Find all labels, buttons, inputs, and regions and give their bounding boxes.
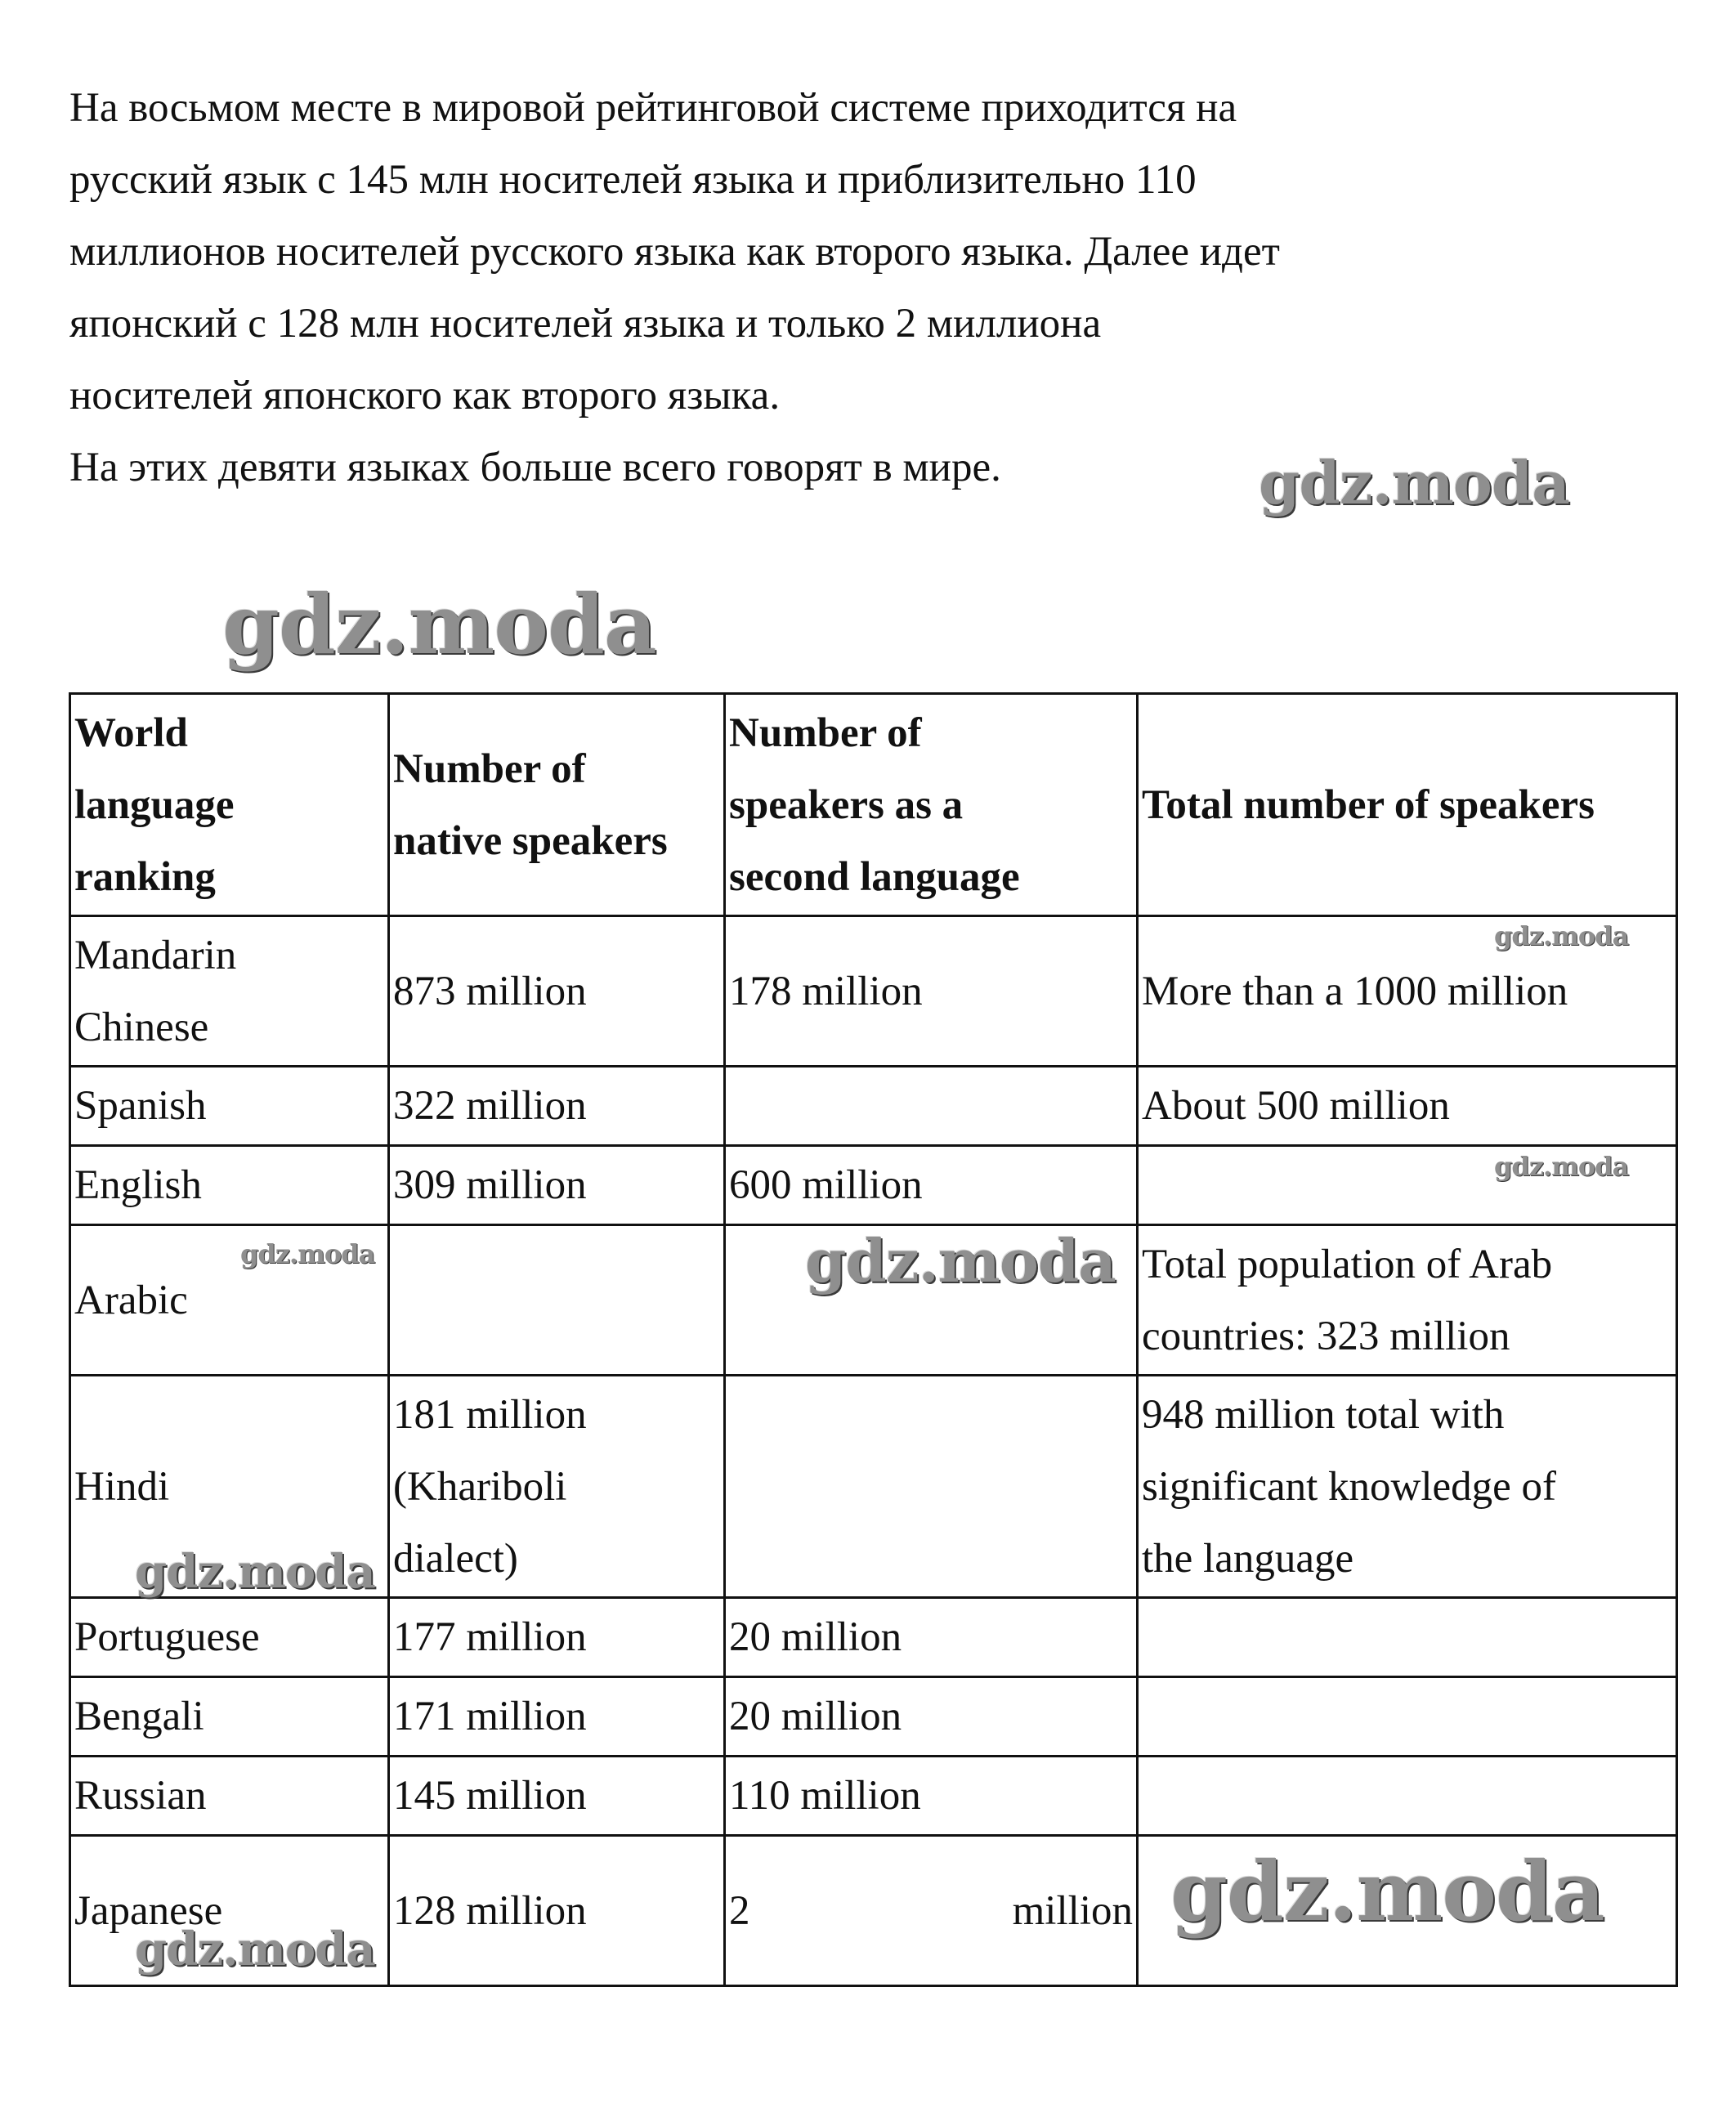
- table-row-bengali: [70, 1677, 1677, 1757]
- watermark-logo: gdz.moda: [1170, 1843, 1604, 1940]
- cell-native: 309 million: [389, 1146, 725, 1225]
- language-ranking-table: [69, 692, 1678, 1987]
- cell-native: 171 million: [389, 1677, 725, 1757]
- header-second-line: second language: [729, 853, 1020, 900]
- cell-language: [70, 916, 389, 1067]
- cell-second-justified: [729, 1875, 1133, 1947]
- cell-second: [725, 1376, 1138, 1598]
- cell-language-line: Mandarin: [74, 932, 237, 978]
- header-native-line: native speakers: [393, 817, 668, 864]
- cell-native: [389, 1225, 725, 1376]
- header-ranking-line: ranking: [74, 853, 216, 900]
- intro-paragraph: [69, 72, 1622, 504]
- cell-total-line: Total population of Arab: [1142, 1241, 1553, 1287]
- cell-second-unit: million: [1012, 1887, 1133, 1934]
- intro-line: русский язык с 145 млн носителей языка и приблизительно 110: [69, 157, 1197, 203]
- cell-total: [1138, 1598, 1677, 1677]
- cell-second: [725, 1067, 1138, 1146]
- watermark-logo: gdz.moda: [1494, 1151, 1629, 1182]
- intro-line: На этих девяти языках больше всего говорят в мире.: [69, 445, 1001, 490]
- cell-total-line: significant knowledge of: [1142, 1463, 1557, 1510]
- cell-second: 20 million: [725, 1677, 1138, 1757]
- cell-native: 873 million: [389, 916, 725, 1067]
- watermark-logo: gdz.moda: [1494, 920, 1629, 951]
- cell-native-line: dialect): [393, 1535, 518, 1582]
- header-ranking-line: language: [74, 781, 235, 828]
- intro-line: японский с 128 млн носителей языка и только 2 миллиона: [69, 301, 1102, 347]
- cell-native-line: (Khariboli: [393, 1463, 567, 1510]
- cell-language: Japanese: [70, 1836, 389, 1986]
- cell-language: Portuguese: [70, 1598, 389, 1677]
- table-row-portuguese: [70, 1598, 1677, 1677]
- cell-total: More than a 1000 million: [1138, 916, 1677, 1067]
- cell-total-line: the language: [1142, 1535, 1354, 1582]
- table-header-row: [70, 694, 1677, 916]
- cell-language: Russian: [70, 1757, 389, 1836]
- cell-native: 128 million: [389, 1836, 725, 1986]
- cell-second-number: 2: [729, 1887, 750, 1934]
- table-row-english: [70, 1146, 1677, 1225]
- cell-total-line: 948 million total with: [1142, 1391, 1505, 1438]
- header-total: Total number of speakers: [1138, 694, 1677, 916]
- cell-total: [1138, 1225, 1677, 1376]
- cell-second: 178 million: [725, 916, 1138, 1067]
- table-row-russian: [70, 1757, 1677, 1836]
- cell-total: [1138, 1757, 1677, 1836]
- table-row-spanish: [70, 1067, 1677, 1146]
- table-row-mandarin: [70, 916, 1677, 1067]
- intro-line: На восьмом месте в мировой рейтинговой системе приходится на: [69, 85, 1237, 131]
- cell-native: 322 million: [389, 1067, 725, 1146]
- cell-language: Spanish: [70, 1067, 389, 1146]
- watermark-logo: gdz.moda: [222, 576, 656, 673]
- cell-total: About 500 million: [1138, 1067, 1677, 1146]
- cell-second: 20 million: [725, 1598, 1138, 1677]
- watermark-logo: gdz.moda: [240, 1238, 375, 1269]
- header-native: [389, 694, 725, 916]
- watermark-logo: gdz.moda: [135, 1922, 375, 1976]
- intro-line: носителей японского как второго языка.: [69, 373, 781, 418]
- cell-native: [389, 1376, 725, 1598]
- header-native-line: Number of: [393, 745, 586, 792]
- cell-total: [1138, 1376, 1677, 1598]
- header-second: [725, 694, 1138, 916]
- cell-second: 600 million: [725, 1146, 1138, 1225]
- cell-language: Arabic: [70, 1225, 389, 1376]
- header-ranking: [70, 694, 389, 916]
- cell-total: [1138, 1677, 1677, 1757]
- header-ranking-line: World: [74, 709, 188, 756]
- header-second-line: speakers as a: [729, 781, 964, 828]
- cell-native-line: 181 million: [393, 1391, 587, 1438]
- header-second-line: Number of: [729, 709, 922, 756]
- cell-second: 110 million: [725, 1757, 1138, 1836]
- intro-line: миллионов носителей русского языка как второго языка. Далее идет: [69, 229, 1280, 275]
- cell-language-line: Chinese: [74, 1004, 209, 1050]
- cell-native: 145 million: [389, 1757, 725, 1836]
- cell-native: 177 million: [389, 1598, 725, 1677]
- cell-second: [725, 1836, 1138, 1986]
- cell-language: Bengali: [70, 1677, 389, 1757]
- watermark-logo: gdz.moda: [805, 1226, 1116, 1296]
- watermark-logo: gdz.moda: [135, 1545, 375, 1599]
- cell-language: Hindi: [70, 1376, 389, 1598]
- watermark-logo: gdz.moda: [1259, 448, 1569, 517]
- cell-language: English: [70, 1146, 389, 1225]
- cell-total-line: countries: 323 million: [1142, 1313, 1510, 1359]
